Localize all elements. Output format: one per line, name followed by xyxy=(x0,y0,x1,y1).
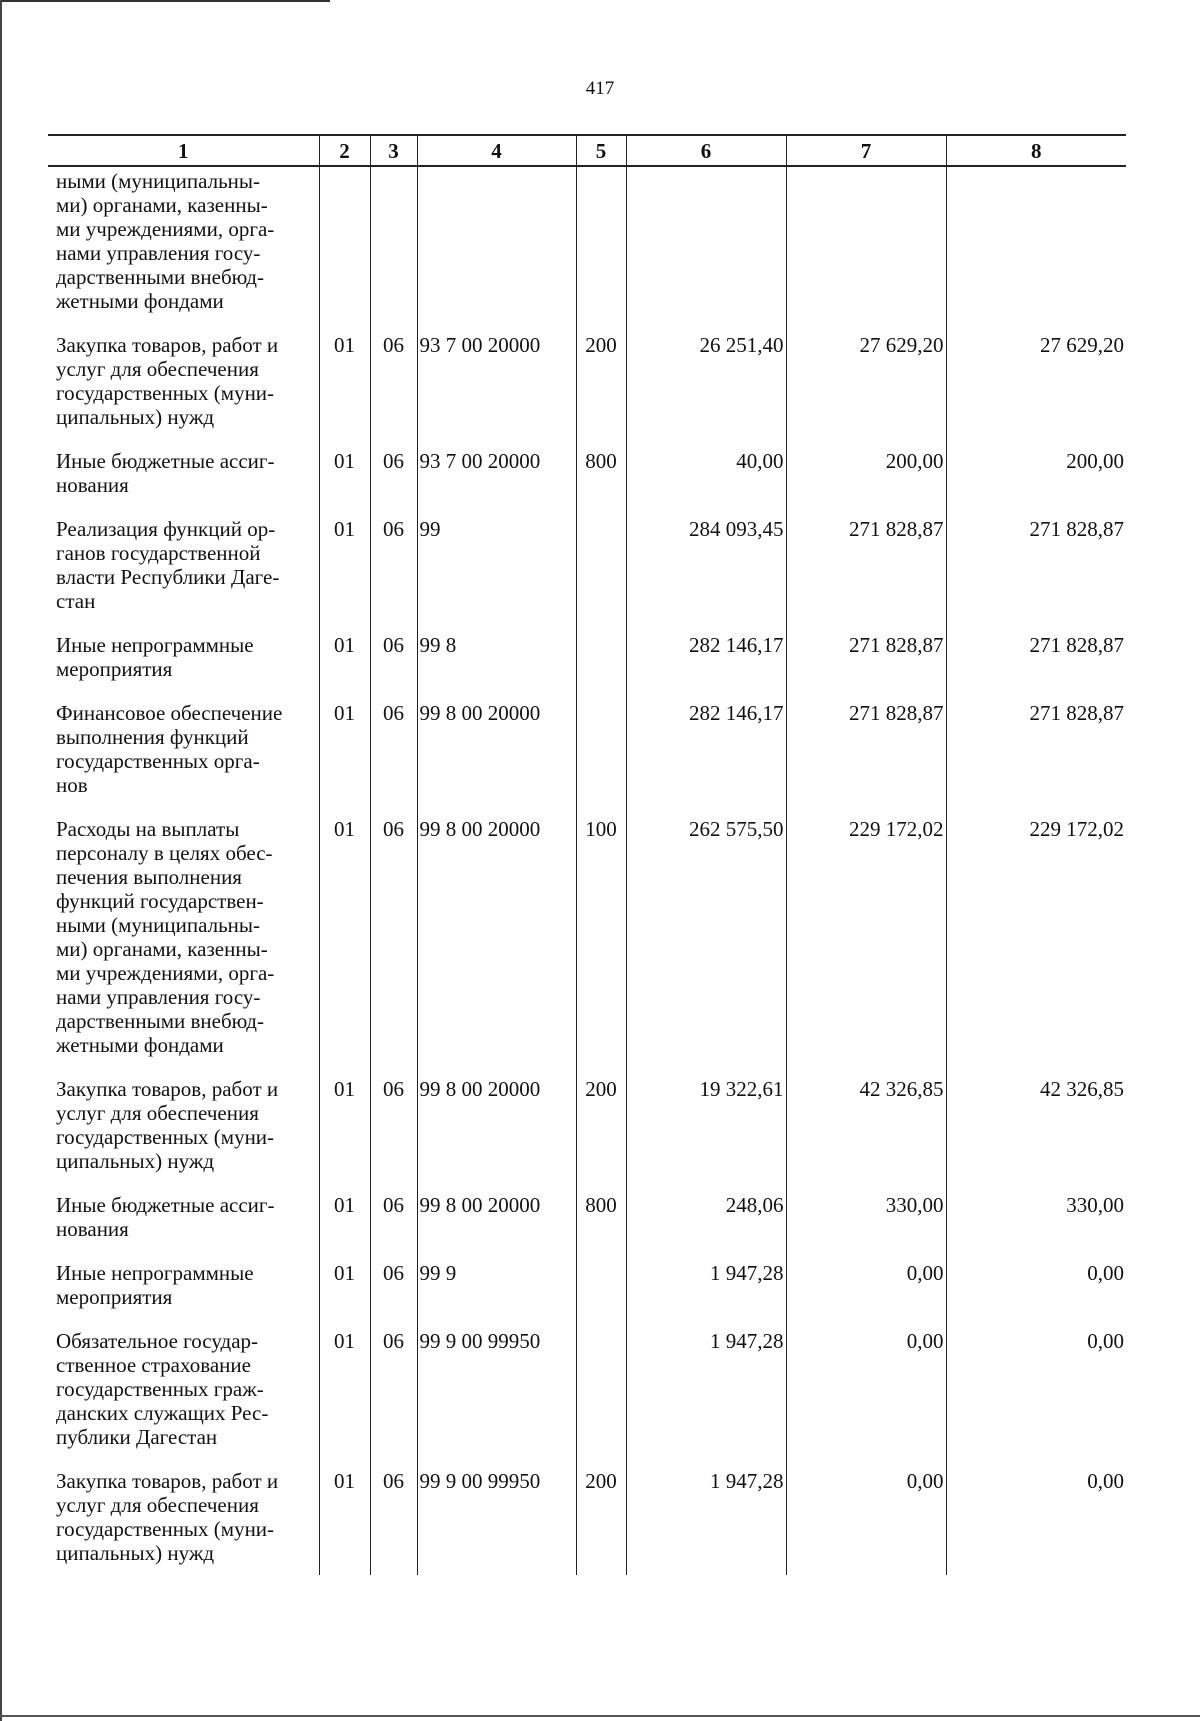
cell-target-article xyxy=(417,166,576,323)
cell-amount-col7: 229 172,02 xyxy=(786,807,946,1067)
scan-top-rule xyxy=(0,0,330,2)
cell-amount-col8: 27 629,20 xyxy=(946,323,1126,439)
cell-expense-type: 800 xyxy=(576,439,626,507)
cell-subsection: 06 xyxy=(370,623,417,691)
cell-section: 01 xyxy=(319,807,370,1067)
cell-subsection: 06 xyxy=(370,1067,417,1183)
cell-amount-col8: 0,00 xyxy=(946,1251,1126,1319)
cell-amount-col7: 27 629,20 xyxy=(786,323,946,439)
column-header: 6 xyxy=(626,135,786,166)
cell-expense-name: Расходы на выплаты персоналу в целях обес- печения выполнения функций государствен- ными (муниципальны- ми) органами, казенны- ми учреждениями, орга- нами управления госу- дарственными внебюд- жетными фондами xyxy=(48,807,319,1067)
cell-expense-name: Иные бюджетные ассиг- нования xyxy=(48,1183,319,1251)
cell-subsection: 06 xyxy=(370,807,417,1067)
cell-expense-type: 200 xyxy=(576,1067,626,1183)
cell-expense-name: ными (муниципальны- ми) органами, казенны- ми учреждениями, орга- нами управления госу- дарственными внебюд- жетными фондами xyxy=(48,166,319,323)
cell-amount-col8: 200,00 xyxy=(946,439,1126,507)
cell-subsection: 06 xyxy=(370,507,417,623)
cell-amount-col7: 271 828,87 xyxy=(786,623,946,691)
cell-expense-type: 800 xyxy=(576,1183,626,1251)
column-header: 7 xyxy=(786,135,946,166)
cell-amount-col6: 26 251,40 xyxy=(626,323,786,439)
cell-section: 01 xyxy=(319,507,370,623)
cell-subsection: 06 xyxy=(370,323,417,439)
cell-amount-col6: 282 146,17 xyxy=(626,623,786,691)
cell-target-article: 99 9 xyxy=(417,1251,576,1319)
cell-expense-name: Иные бюджетные ассиг- нования xyxy=(48,439,319,507)
cell-section: 01 xyxy=(319,1251,370,1319)
cell-amount-col8: 330,00 xyxy=(946,1183,1126,1251)
column-header: 5 xyxy=(576,135,626,166)
cell-subsection: 06 xyxy=(370,691,417,807)
cell-expense-type xyxy=(576,1251,626,1319)
table-row xyxy=(48,439,1126,507)
cell-subsection: 06 xyxy=(370,1319,417,1459)
cell-expense-type: 200 xyxy=(576,1459,626,1575)
cell-amount-col8 xyxy=(946,166,1126,323)
cell-amount-col8: 42 326,85 xyxy=(946,1067,1126,1183)
column-header: 1 xyxy=(48,135,319,166)
budget-table xyxy=(48,134,1126,1575)
table-row xyxy=(48,1183,1126,1251)
cell-amount-col6: 19 322,61 xyxy=(626,1067,786,1183)
header-row xyxy=(48,135,1126,166)
cell-amount-col6: 248,06 xyxy=(626,1183,786,1251)
cell-section: 01 xyxy=(319,691,370,807)
cell-amount-col6: 1 947,28 xyxy=(626,1459,786,1575)
cell-expense-name: Обязательное государ- ственное страхование государственных граж- данских служащих Рес- публики Дагестан xyxy=(48,1319,319,1459)
cell-target-article: 99 8 00 20000 xyxy=(417,1183,576,1251)
cell-amount-col8: 229 172,02 xyxy=(946,807,1126,1067)
cell-section: 01 xyxy=(319,1319,370,1459)
cell-subsection: 06 xyxy=(370,1183,417,1251)
cell-target-article: 93 7 00 20000 xyxy=(417,439,576,507)
cell-amount-col7: 271 828,87 xyxy=(786,691,946,807)
cell-amount-col6: 1 947,28 xyxy=(626,1319,786,1459)
table-row xyxy=(48,691,1126,807)
cell-amount-col6: 284 093,45 xyxy=(626,507,786,623)
scan-left-edge xyxy=(0,0,2,1721)
cell-amount-col8: 271 828,87 xyxy=(946,691,1126,807)
cell-section xyxy=(319,166,370,323)
cell-subsection: 06 xyxy=(370,1251,417,1319)
page-number: 417 xyxy=(585,78,615,99)
cell-amount-col7 xyxy=(786,166,946,323)
cell-expense-name: Иные непрограммные мероприятия xyxy=(48,623,319,691)
table-row xyxy=(48,1067,1126,1183)
cell-section: 01 xyxy=(319,1459,370,1575)
cell-expense-type xyxy=(576,166,626,323)
cell-expense-type xyxy=(576,1319,626,1459)
cell-amount-col7: 271 828,87 xyxy=(786,507,946,623)
cell-amount-col6: 1 947,28 xyxy=(626,1251,786,1319)
cell-target-article: 99 8 00 20000 xyxy=(417,1067,576,1183)
cell-section: 01 xyxy=(319,1067,370,1183)
cell-amount-col8: 271 828,87 xyxy=(946,623,1126,691)
column-header: 2 xyxy=(319,135,370,166)
cell-amount-col7: 330,00 xyxy=(786,1183,946,1251)
cell-amount-col7: 42 326,85 xyxy=(786,1067,946,1183)
cell-subsection: 06 xyxy=(370,1459,417,1575)
cell-section: 01 xyxy=(319,323,370,439)
cell-target-article: 99 9 00 99950 xyxy=(417,1319,576,1459)
table-row xyxy=(48,623,1126,691)
cell-subsection xyxy=(370,166,417,323)
table-body xyxy=(48,166,1126,1575)
cell-amount-col7: 0,00 xyxy=(786,1319,946,1459)
cell-expense-type: 100 xyxy=(576,807,626,1067)
cell-target-article: 99 xyxy=(417,507,576,623)
column-header: 4 xyxy=(417,135,576,166)
cell-expense-name: Иные непрограммные мероприятия xyxy=(48,1251,319,1319)
table-row xyxy=(48,807,1126,1067)
table-row xyxy=(48,1319,1126,1459)
cell-expense-name: Реализация функций ор- ганов государственной власти Республики Даге- стан xyxy=(48,507,319,623)
cell-expense-type xyxy=(576,691,626,807)
cell-expense-name: Закупка товаров, работ и услуг для обеспечения государственных (муни- ципальных) нужд xyxy=(48,323,319,439)
cell-amount-col7: 200,00 xyxy=(786,439,946,507)
table-row xyxy=(48,166,1126,323)
cell-section: 01 xyxy=(319,439,370,507)
cell-amount-col8: 0,00 xyxy=(946,1459,1126,1575)
cell-section: 01 xyxy=(319,623,370,691)
cell-target-article: 99 8 00 20000 xyxy=(417,807,576,1067)
cell-expense-type: 200 xyxy=(576,323,626,439)
cell-target-article: 93 7 00 20000 xyxy=(417,323,576,439)
cell-amount-col8: 271 828,87 xyxy=(946,507,1126,623)
cell-amount-col7: 0,00 xyxy=(786,1251,946,1319)
cell-amount-col6: 40,00 xyxy=(626,439,786,507)
cell-subsection: 06 xyxy=(370,439,417,507)
cell-expense-name: Закупка товаров, работ и услуг для обеспечения государственных (муни- ципальных) нужд xyxy=(48,1067,319,1183)
cell-expense-name: Закупка товаров, работ и услуг для обеспечения государственных (муни- ципальных) нужд xyxy=(48,1459,319,1575)
column-header: 3 xyxy=(370,135,417,166)
cell-section: 01 xyxy=(319,1183,370,1251)
table-row xyxy=(48,507,1126,623)
cell-target-article: 99 8 xyxy=(417,623,576,691)
cell-target-article: 99 9 00 99950 xyxy=(417,1459,576,1575)
column-header: 8 xyxy=(946,135,1126,166)
cell-amount-col7: 0,00 xyxy=(786,1459,946,1575)
table-row xyxy=(48,1251,1126,1319)
cell-expense-type xyxy=(576,507,626,623)
table-header xyxy=(48,135,1126,166)
cell-amount-col6 xyxy=(626,166,786,323)
table-row xyxy=(48,323,1126,439)
scan-bottom-rule xyxy=(0,1715,1200,1717)
cell-amount-col6: 282 146,17 xyxy=(626,691,786,807)
cell-expense-type xyxy=(576,623,626,691)
cell-target-article: 99 8 00 20000 xyxy=(417,691,576,807)
cell-expense-name: Финансовое обеспечение выполнения функций государственных орга- нов xyxy=(48,691,319,807)
cell-amount-col8: 0,00 xyxy=(946,1319,1126,1459)
cell-amount-col6: 262 575,50 xyxy=(626,807,786,1067)
table-row xyxy=(48,1459,1126,1575)
